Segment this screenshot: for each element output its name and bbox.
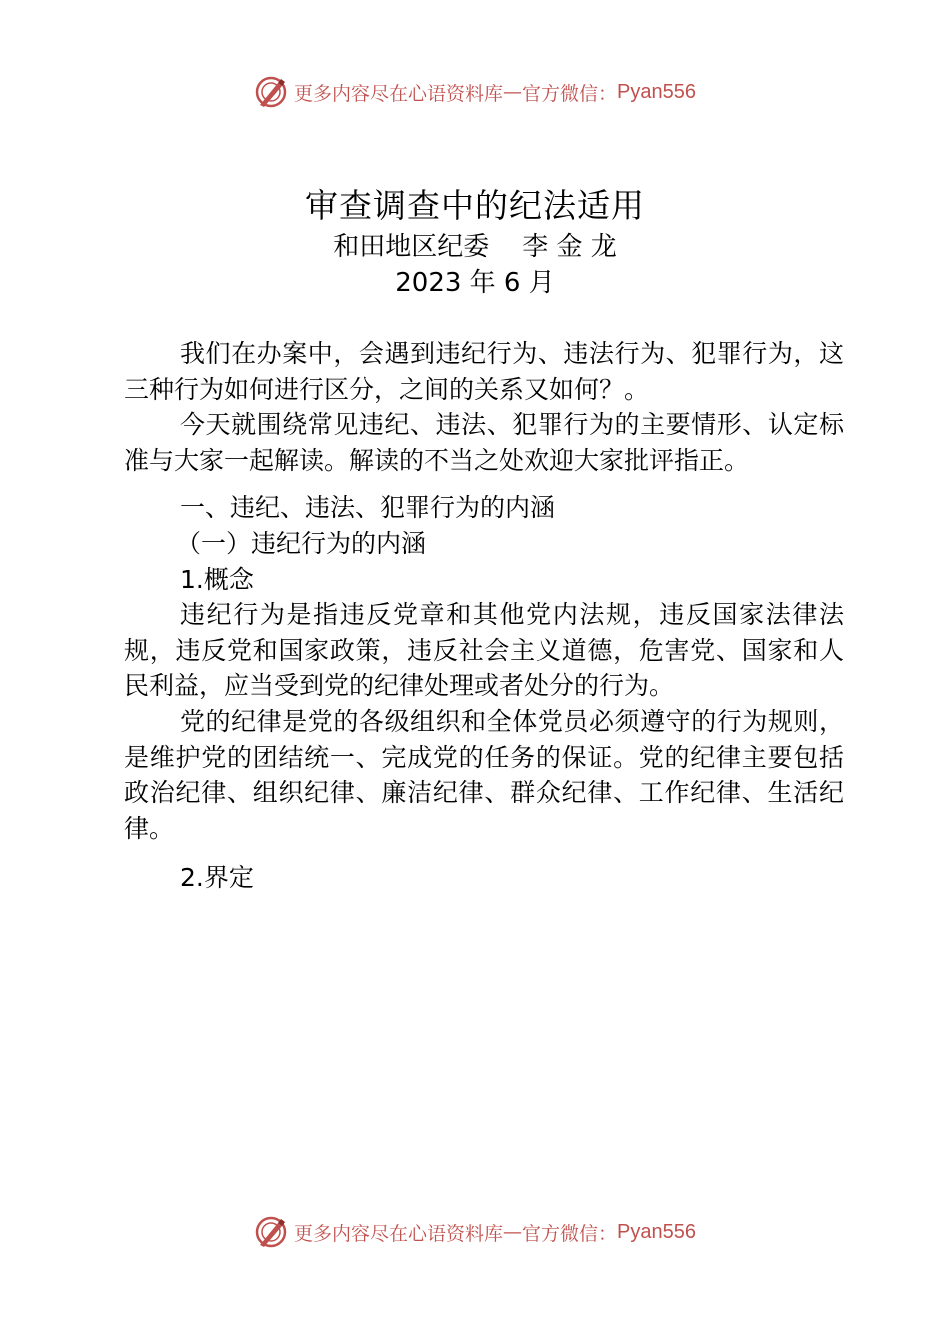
watermark-separator: — <box>503 1221 523 1243</box>
document-author: 和田地区纪委 李 金 龙 <box>333 232 617 262</box>
document-title: 审查调查中的纪法适用 <box>305 186 645 225</box>
watermark-account: Pyan556 <box>617 80 696 103</box>
watermark-label: 官方微信： <box>522 82 618 105</box>
document-body <box>124 336 844 896</box>
watermark-text: 更多内容尽在心语资料库 <box>294 82 504 105</box>
header-watermark <box>0 72 950 112</box>
section-heading: 一、违纪、违法、犯罪行为的内涵 <box>180 493 556 523</box>
watermark-separator: — <box>503 81 523 103</box>
item-heading: 2.界定 <box>180 863 254 893</box>
paragraph: 我们在办案中，会遇到违纪行为、违法行为、犯罪行为，这三种行为如何进行区分，之间的关系又如何？。 <box>124 339 844 404</box>
watermark-label: 官方微信： <box>522 1222 618 1245</box>
watermark-account: Pyan556 <box>617 1220 696 1243</box>
footer-watermark <box>0 1212 950 1252</box>
paragraph: 今天就围绕常见违纪、违法、犯罪行为的主要情形、认定标准与大家一起解读。解读的不当之处欢迎大家批评指正。 <box>124 410 844 475</box>
paragraph: 违纪行为是指违反党章和其他党内法规，违反国家法律法规，违反党和国家政策，违反社会主义道德，危害党、国家和人民利益，应当受到党的纪律处理或者处分的行为。 <box>124 600 844 701</box>
item-heading: 1.概念 <box>180 564 254 594</box>
pen-logo-icon <box>254 75 288 109</box>
paragraph: 党的纪律是党的各级组织和全体党员必须遵守的行为规则，是维护党的团结统一、完成党的任务的保证。党的纪律主要包括政治纪律、组织纪律、廉洁纪律、群众纪律、工作纪律、生活纪律。 <box>124 706 844 843</box>
document-date: 2023 年 6 月 <box>395 268 555 298</box>
subsection-heading: （一）违纪行为的内涵 <box>176 528 427 558</box>
pen-logo-icon <box>254 1215 288 1249</box>
watermark-text: 更多内容尽在心语资料库 <box>294 1222 504 1245</box>
